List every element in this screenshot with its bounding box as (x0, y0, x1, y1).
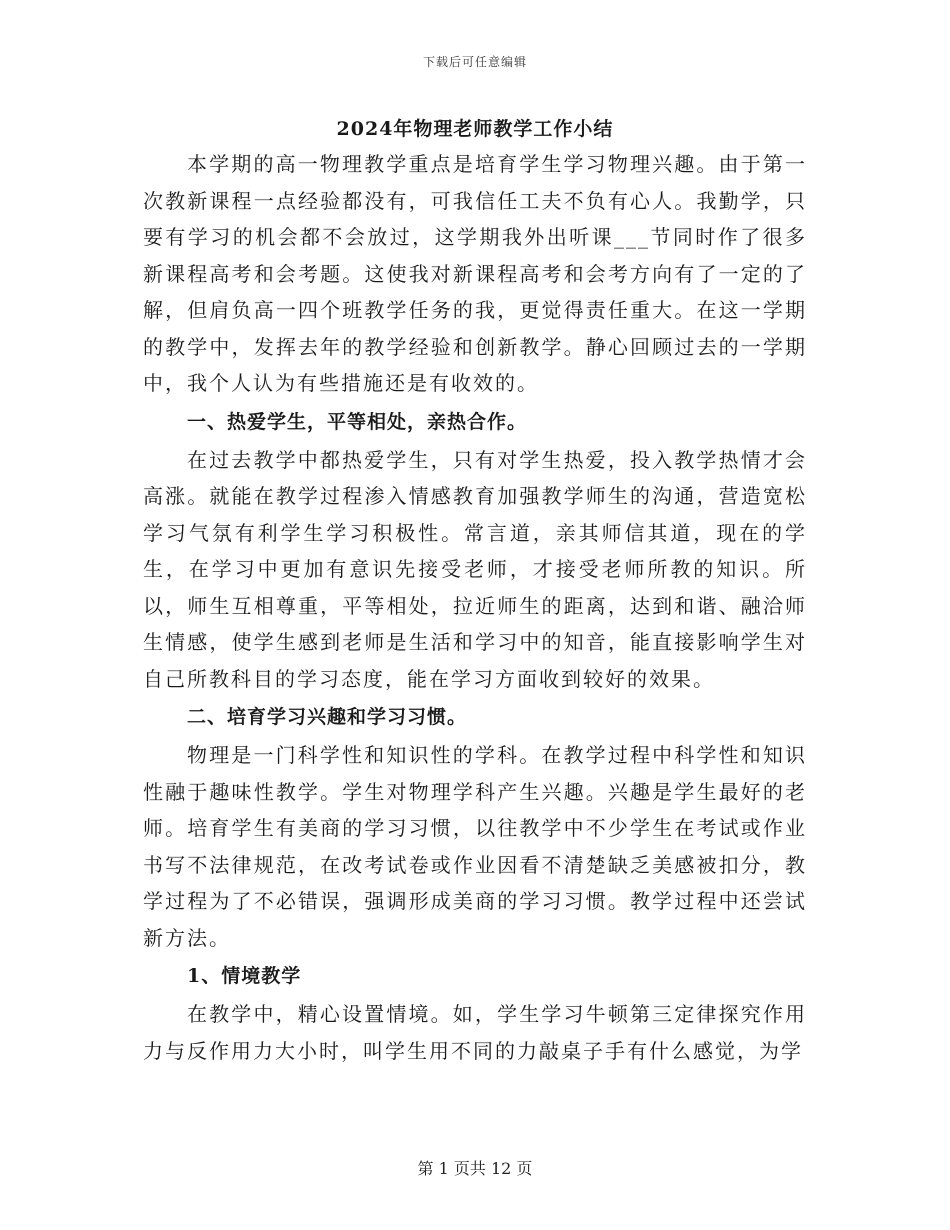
subsection-paragraph-1: 在教学中，精心设置情境。如，学生学习牛顿第三定律探究作用力与反作用力大小时，叫学生用不同的力敲桌子手有什么感觉，为学 (143, 1002, 807, 1063)
subsection-heading-1: 1、情境教学 (187, 965, 302, 987)
intro-paragraph: 本学期的高一物理教学重点是培育学生学习物理兴趣。由于第一次教新课程一点经验都没有，可我信任工夫不负有心人。我勤学，只要有学习的机会都不会放过，这学期我外出听课___节同时作了很多新课程高考和会考题。这使我对新课程高考和会考方向有了一定的了解，但肩负高一四个班教学任务的我，更觉得责任重大。在这一学期的教学中，发挥去年的教学经验和创新教学。静心回顾过去的一学期中，我个人认为有些措施还是有收效的。 (143, 152, 807, 395)
section-paragraph-2: 物理是一门科学性和知识性的学科。在教学过程中科学性和知识性融于趣味性教学。学生对物理学科产生兴趣。兴趣是学生最好的老师。培育学生有美商的学习习惯，以往教学中不少学生在考试或作业书写不法律规范，在改考试卷或作业因看不清楚缺乏美感被扣分，教学过程为了不必错误，强调形成美商的学习习惯。教学过程中还尝试新方法。 (143, 743, 807, 950)
section-heading-2: 二、培育学习兴趣和学习习惯。 (187, 706, 468, 728)
section-heading-1: 一、热爱学生，平等相处，亲热合作。 (187, 410, 528, 433)
document-title: 2024年物理老师教学工作小结 (336, 118, 614, 140)
section-paragraph-1: 在过去教学中都热爱学生，只有对学生热爱，投入教学热情才会高涨。就能在教学过程渗入情感教育加强教学师生的沟通，营造宽松学习气氛有利学生学习积极性。常言道，亲其师信其道，现在的学生，在学习中更加有意识先接受老师，才接受老师所教的知识。所以，师生互相尊重，平等相处，拉近师生的距离，达到和谐、融洽师生情感，使学生感到老师是生活和学习中的知音，能直接影响学生对自己所教科目的学习态度，能在学习方面收到较好的效果。 (143, 447, 807, 691)
header-note: 下载后可任意编辑 (422, 55, 527, 69)
page-indicator: 第 1 页共 12 页 (417, 1159, 533, 1178)
document-body (143, 146, 807, 1069)
